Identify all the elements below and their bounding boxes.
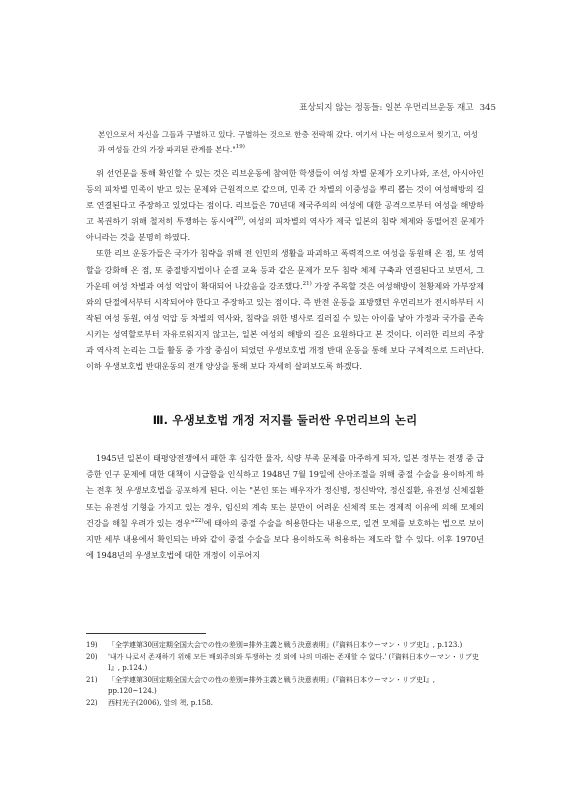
- running-title: 표상되지 않는 정동들: 일본 우먼리브운동 재고: [299, 103, 474, 113]
- section-paragraph-1: [86, 450, 484, 563]
- section-paragraph-1-part1: 1945년 일본이 태평양전쟁에서 패한 후 심각한 물자, 식량 부족 문제를 마주하게 되자, 일본 정부는 전쟁 중 급증한 인구 문제에 대한 대책이 시급함을 인식하고 1948년 7월 19일에 산아조절을 위해 중절 수술을 용이하게 하는 전후 첫 우생보호법을 공포하게 된다. 이는 "본인 또는 배우자가 정신병, 정신박약, 정신질환, 유전성 신체질환 또는 유전성 기형을 가지고 있는 경우, 임신의 계속 또는 분만이 어려운 신체적 또는 경제적 이유에 의해 모체의 건강을 해칠 우려가 있는 경우": [86, 453, 484, 528]
- paragraph-2: [86, 245, 484, 374]
- page-number: 345: [479, 103, 496, 113]
- footnote-number: 22): [86, 698, 98, 707]
- footnote-ref-19: 19): [235, 143, 245, 150]
- footnotes: [86, 640, 484, 710]
- footnote-item: [86, 640, 484, 652]
- paragraph-2-part1: 또한 리브 운동가들은 국가가 침략을 위해 전 인민의 생활을 파괴하고 폭력적으로 여성을 동원해 온 점, 또 성역할을 강화해 온 점, 또 중절방지법이나 순결 교육 등과 같은 문제가 모두 침략 체제 구축과 연결된다고 보면서, 그 가운데 여성 차별과 여성 억압이 확대되어 나갔음을 강조했다.: [86, 248, 484, 291]
- footnote-text: 西村光子(2006), 앞의 책, p.158.: [108, 698, 213, 707]
- paragraph-2-part2: 가장 주목할 것은 여성해방이 천황제와 가부장제와의 단절에서부터 시작되어야 한다고 주장하고 있는 점이다. 즉 반전 운동을 표방했던 우먼리브가 전시하부터 시작된 여성 동원, 여성 억압 등 차별의 역사와, 침략을 위한 병사로 길러질 수 있는 아이를 낳아 가정과 국가를 존속시키는 성역할로부터 자유로워지지 않고는, 일본 여성의 해방의 길은 요원하다고 본 것이다. 이러한 리브의 주장과 역사적 논리는 그들 활동 중 가장 중심이 되었던 우생보호법 개정 반대 운동을 통해 보다 구체적으로 드러난다. 이하 우생보호법 반대운동의 전개 양상을 통해 보다 자세히 살펴보도록 하겠다.: [86, 280, 484, 372]
- paragraph-1-part2: , 여성의 피차별의 역사가 제국 일본의 침략 체제와 동떨어진 문제가 아니라는 것을 분명히 하였다.: [86, 216, 485, 243]
- footnote-item: [86, 652, 484, 675]
- footnote-text: 「全学連第30回定期全国大会での性の差別=排外主義と戦う決意表明」(『資料日本ウーマン・リブ史Ⅰ』, pp.120~124.): [108, 675, 435, 696]
- quote-text: 본인으로서 자신을 그들과 구별하고 있다. 구별하는 것으로 한층 전락해 갔다. 여기서 나는 여성으로서 찢기고, 여성과 여성들 간의 가장 파괴된 관계를 본다.": [98, 130, 478, 154]
- footnote-ref-20: 20): [234, 216, 244, 223]
- section-paragraph-1-part2: 에 태아의 중절 수술을 허용한다는 내용으로, 일견 모체를 보호하는 법으로 보이지만 세부 내용에서 확인되는 바와 같이 중절 수술을 보다 용이하도록 허용하는 제도라 할 수 있다. 이후 1970년에 1948년의 우생보호법에 대한 개정이 이루어지: [86, 517, 485, 560]
- footnote-number: 20): [86, 652, 98, 661]
- footnote-number: 19): [86, 641, 98, 649]
- footnote-divider: [86, 633, 206, 634]
- footnote-item: [86, 698, 484, 710]
- footnote-item: [86, 675, 484, 698]
- block-quote: [86, 128, 484, 157]
- footnote-number: 21): [86, 675, 98, 684]
- footnote-text: 「全学連第30回定期全国大会での性の差別=排外主義と戦う決意表明」(『資料日本ウーマン・リブ史Ⅰ』, p.123.): [108, 641, 463, 649]
- footnote-ref-22: 22): [194, 517, 204, 524]
- paragraph-1-part1: 위 선언문을 통해 확인할 수 있는 것은 리브운동에 참여한 학생들이 여성 차별 문제가 오키나와, 조선, 아시아인 등의 피차별 민족이 받고 있는 문제와 근원적으로 같으며, 민족 간 차별의 이중성을 뿌리 뽑는 것이 여성해방의 길로 연결된다고 주장하고 있었다는 점이다. 리브들은 70년대 제국주의의 여성에 대한 공격으로부터 여성을 해방하고 복권하기 위해 철저히 투쟁하는 동시에: [86, 168, 484, 227]
- footnote-ref-21: 21): [302, 280, 312, 287]
- main-text: [86, 128, 484, 563]
- footnote-text: '내가 나로서 존재하기 위해 모든 배외주의와 투쟁하는 것 외에 나의 미래는 존재할 수 없다.' (『資料日本ウーマン・リブ史Ⅰ』, p.124.): [108, 652, 479, 673]
- running-header: [299, 101, 496, 113]
- section-heading: Ⅲ. 우생보호법 개정 저지를 둘러싼 우먼리브의 논리: [152, 413, 418, 428]
- paragraph-1: [86, 165, 484, 245]
